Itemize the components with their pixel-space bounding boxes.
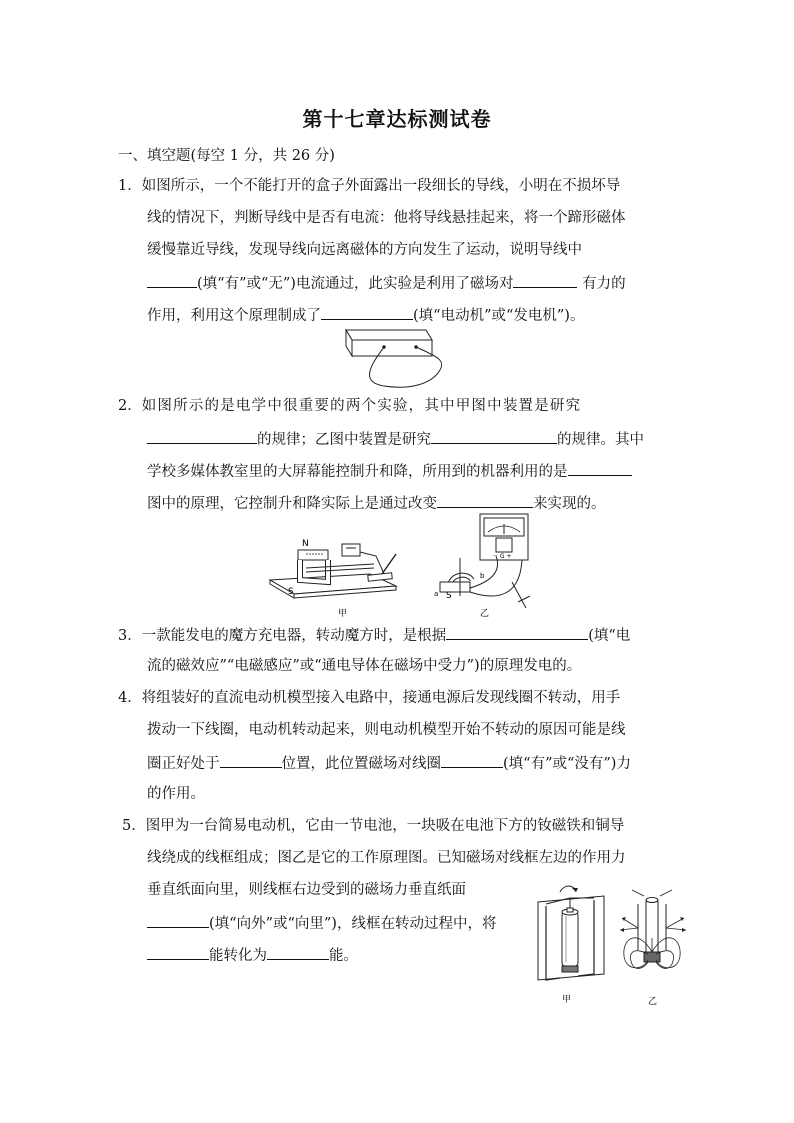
- q5-line-4: (填“向外”或“向里”)，线框在转动过程中，将: [147, 912, 496, 934]
- q1-blank-3[interactable]: [321, 304, 413, 320]
- q2-figure-yi: [430, 512, 540, 618]
- q3-blank-1[interactable]: [446, 624, 588, 640]
- q3-line-2: 流的磁效应”“电磁感应”或“通电导体在磁场中受力”)的原理发电的。: [147, 658, 582, 674]
- q4-blank-1[interactable]: [220, 752, 282, 768]
- page-title: 第十七章达标测试卷: [302, 107, 492, 131]
- q3-number: 3．: [118, 628, 142, 644]
- q4-line-4: 的作用。: [147, 786, 205, 802]
- q1-line-5: 作用，利用这个原理制成了 (填“电动机”或“发电机”)。: [147, 304, 584, 326]
- q2-line-4: 图中的原理，它控制升和降实际上是通过改变 来实现的。: [147, 492, 606, 514]
- section-heading: 一、填空题(每空 1 分，共 26 分): [118, 148, 335, 164]
- q5-line-2: 线绕成的线框组成；图乙是它的工作原理图。已知磁场对线框左边的作用力: [147, 850, 626, 866]
- q5-figure-jia: [534, 882, 614, 1006]
- fig-label-jia-5: 甲: [562, 995, 572, 1005]
- q4-number: 4．: [118, 690, 142, 706]
- svg-text:S: S: [446, 591, 452, 601]
- q4-blank-2[interactable]: [441, 752, 503, 768]
- fig-label-jia: 甲: [338, 609, 348, 619]
- q1-line-3: 缓慢靠近导线，发现导线向远离磁体的方向发生了运动，说明导线中: [147, 242, 582, 258]
- q5-blank-1[interactable]: [147, 912, 209, 928]
- q5-line-3: 垂直纸面向里，则线框右边受到的磁场力垂直纸面: [147, 882, 466, 898]
- fig-label-yi: 乙: [480, 609, 490, 619]
- q2-blank-3[interactable]: [568, 460, 632, 476]
- q1-box-figure: [340, 326, 450, 392]
- q1-blank-1[interactable]: [147, 272, 197, 288]
- svg-text:a: a: [434, 590, 439, 598]
- q5-figure-yi: [618, 888, 690, 1006]
- q1-number: 1．: [118, 178, 142, 194]
- q2-blank-1[interactable]: [147, 428, 257, 444]
- q5-blank-2[interactable]: [147, 944, 209, 960]
- svg-text:b: b: [480, 572, 485, 580]
- q4-line-2: 拨动一下线圈，电动机转动起来，则电动机模型开始不转动的原因可能是线: [147, 722, 626, 738]
- svg-text:－ G +: － G +: [492, 553, 512, 560]
- q4-line-3: 圈正好处于 位置，此位置磁场对线圈 (填“有”或“没有”)力: [147, 752, 631, 774]
- q2-line-2: 的规律；乙图中装置是研究 的规律。其中: [147, 428, 644, 450]
- svg-text:N: N: [302, 539, 309, 549]
- q2-blank-4[interactable]: [437, 492, 533, 508]
- svg-text:S: S: [288, 587, 294, 597]
- q1-blank-2[interactable]: [513, 272, 577, 288]
- q1-line-2: 线的情况下，判断导线中是否有电流：他将导线悬挂起来，将一个蹄形磁体: [147, 210, 626, 226]
- q2-blank-2[interactable]: [431, 428, 557, 444]
- q2-line-3: 学校多媒体教室里的大屏幕能控制升和降，所用到的机器利用的是: [147, 460, 632, 482]
- q5-line-5: 能转化为 能。: [147, 944, 358, 966]
- q2-number: 2．: [118, 398, 142, 414]
- q2-figure-jia: [266, 530, 416, 618]
- q5-number: 5．: [122, 818, 146, 834]
- q4-line-1: 4．将组装好的直流电动机模型接入电路中，接通电源后发现线圈不转动，用手: [118, 690, 621, 706]
- q5-line-1: 5．图甲为一台简易电动机，它由一节电池，一块吸在电池下方的钕磁铁和铜导: [122, 818, 625, 834]
- q1-line-4: (填“有”或“无”)电流通过，此实验是利用了磁场对 有力的: [147, 272, 626, 294]
- q1-line-1: 1．如图所示，一个不能打开的盒子外面露出一段细长的导线，小明在不损坏导: [118, 178, 621, 194]
- q2-line-1: 2．如图所示的是电学中很重要的两个实验，其中甲图中装置是研究: [118, 398, 582, 414]
- fig-label-yi-5: 乙: [648, 997, 658, 1007]
- q3-line-1: 3．一款能发电的魔方充电器，转动魔方时，是根据 (填“电: [118, 624, 630, 646]
- q5-blank-3[interactable]: [267, 944, 329, 960]
